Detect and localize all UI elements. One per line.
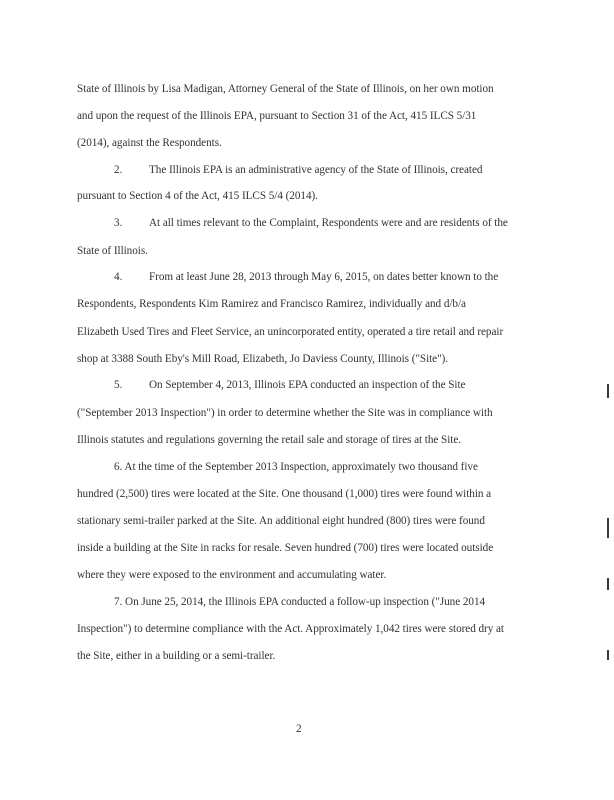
scan-edge-mark bbox=[607, 384, 609, 398]
text-line-7: State of Illinois. bbox=[77, 245, 148, 257]
text-line-11: shop at 3388 South Eby's Mill Road, Elizabeth, Jo Daviess County, Illinois ("Site"). bbox=[77, 353, 449, 365]
text-line-2: and upon the request of the Illinois EPA, pursuant to Section 31 of the Act, 415 ILCS 5/31 bbox=[77, 110, 477, 122]
text-line-9: Respondents, Respondents Kim Ramirez and Francisco Ramirez, individually and d/b/a bbox=[77, 298, 466, 310]
text-line-13: ("September 2013 Inspection") in order to determine whether the Site was in compliance with bbox=[77, 407, 493, 419]
text-line-20: 7. On June 25, 2014, the Illinois EPA conducted a follow-up inspection ("June 2014 bbox=[114, 596, 486, 608]
text-line-12: On September 4, 2013, Illinois EPA conducted an inspection of the Site bbox=[149, 379, 466, 391]
text-line-19: where they were exposed to the environment and accumulating water. bbox=[77, 569, 387, 581]
text-line-6: At all times relevant to the Complaint, Respondents were and are residents of the bbox=[149, 217, 508, 229]
scan-edge-mark bbox=[607, 650, 609, 660]
text-line-18: inside a building at the Site in racks for resale. Seven hundred (700) tires were located outside bbox=[77, 542, 494, 554]
text-line-5: pursuant to Section 4 of the Act, 415 ILCS 5/4 (2014). bbox=[77, 190, 318, 202]
text-line-4: The Illinois EPA is an administrative agency of the State of Illinois, created bbox=[149, 164, 483, 176]
text-line-14: Illinois statutes and regulations governing the retail sale and storage of tires at the Site. bbox=[77, 434, 462, 446]
text-line-16: hundred (2,500) tires were located at the Site. One thousand (1,000) tires were found within a bbox=[77, 488, 492, 500]
text-line-15: 6. At the time of the September 2013 Inspection, approximately two thousand five bbox=[114, 461, 478, 473]
scan-edge-mark bbox=[607, 518, 609, 538]
text-line-10: Elizabeth Used Tires and Fleet Service, an unincorporated entity, operated a tire retail and repair bbox=[77, 326, 504, 338]
text-line-21: Inspection") to determine compliance with the Act. Approximately 1,042 tires were stored dry at bbox=[77, 623, 504, 635]
text-line-3: (2014), against the Respondents. bbox=[77, 137, 222, 149]
scan-edge-mark bbox=[607, 578, 609, 590]
paragraph-number-4: 4. bbox=[114, 271, 123, 283]
text-line-8: From at least June 28, 2013 through May 6, 2015, on dates better known to the bbox=[149, 271, 499, 283]
text-line-1: State of Illinois by Lisa Madigan, Attorney General of the State of Illinois, on her own motion bbox=[77, 83, 494, 95]
paragraph-number-2: 2. bbox=[114, 164, 123, 176]
paragraph-number-3: 3. bbox=[114, 217, 123, 229]
text-line-22: the Site, either in a building or a semi-trailer. bbox=[77, 650, 276, 662]
text-line-17: stationary semi-trailer parked at the Site. An additional eight hundred (800) tires were found bbox=[77, 515, 485, 527]
paragraph-number-5: 5. bbox=[114, 379, 123, 391]
page-number: 2 bbox=[296, 723, 302, 735]
